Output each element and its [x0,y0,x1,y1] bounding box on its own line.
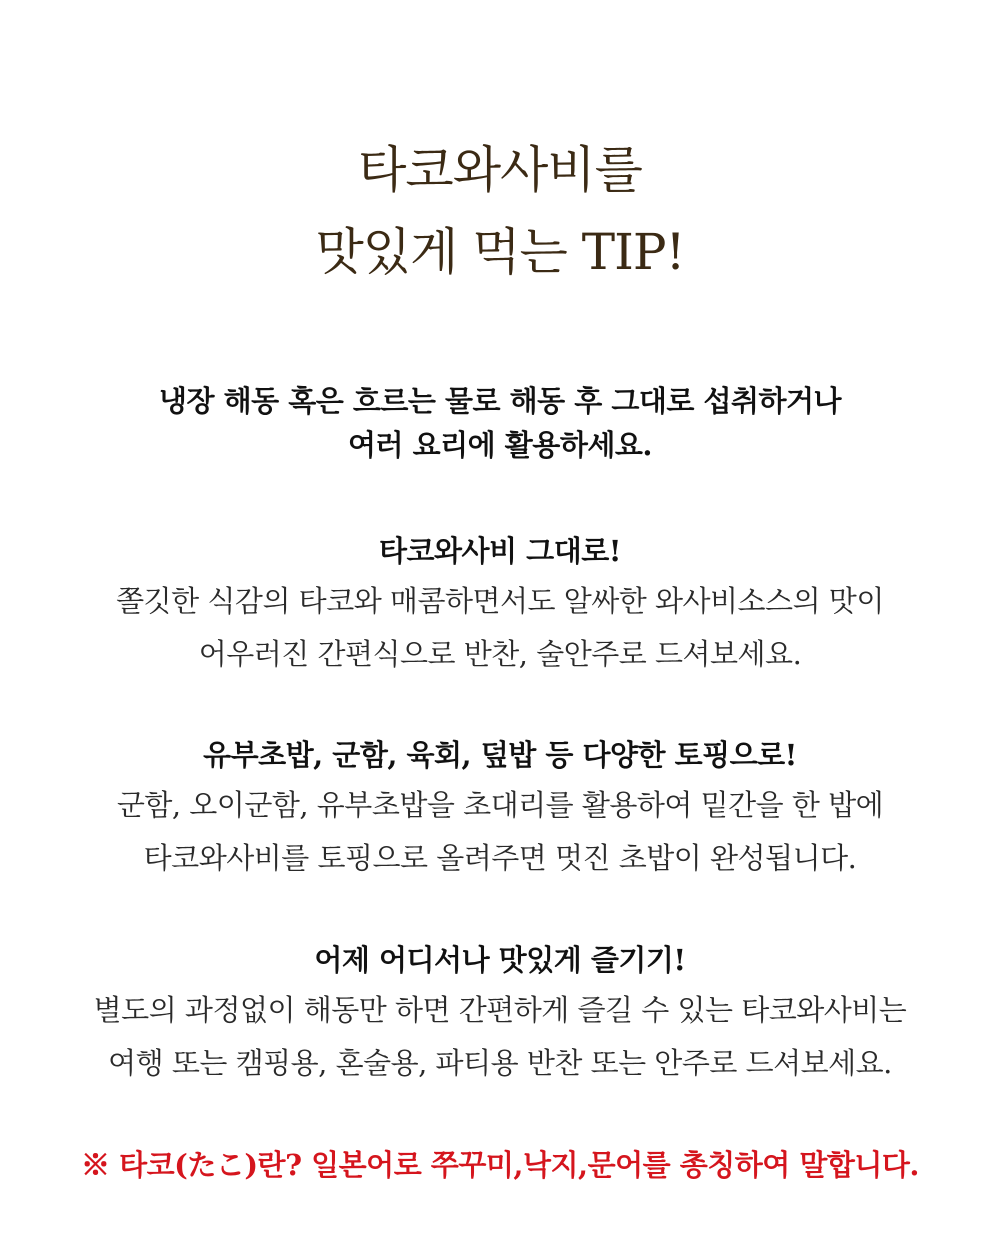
intro-line-1: 냉장 해동 혹은 흐르는 물로 해동 후 그대로 섭취하거나 [158,384,842,418]
tako-definition-note: ※ 타코(たこ)란? 일본어로 쭈꾸미,낙지,문어를 총칭하여 말합니다. [80,1148,920,1182]
page-title-line-1: 타코와사비를 [358,141,642,199]
section-as-is-line-2: 어우러진 간편식으로 반찬, 술안주로 드셔보세요. [198,637,802,671]
section-as-is-line-1: 쫄깃한 식감의 타코와 매콤하면서도 알싸한 와사비소스의 맛이 [116,584,884,618]
section-heading-topping: 유부초밥, 군함, 육회, 덮밥 등 다양한 토핑으로! [203,738,797,772]
section-heading-as-is: 타코와사비 그대로! [379,534,621,568]
section-heading-anywhere: 어제 어디서나 맛있게 즐기기! [314,943,686,977]
section-topping-line-2: 타코와사비를 토핑으로 올려주면 멋진 초밥이 완성됩니다. [143,841,857,875]
intro-line-2: 여러 요리에 활용하세요. [348,428,652,462]
section-anywhere-line-2: 여행 또는 캠핑용, 혼술용, 파티용 반찬 또는 안주로 드셔보세요. [108,1046,892,1080]
page-title-line-2: 맛있게 먹는 TIP! [315,223,685,281]
section-topping-line-1: 군함, 오이군함, 유부초밥을 초대리를 활용하여 밑간을 한 밥에 [116,788,884,822]
section-anywhere-line-1: 별도의 과정없이 해동만 하면 간편하게 즐길 수 있는 타코와사비는 [93,993,907,1027]
